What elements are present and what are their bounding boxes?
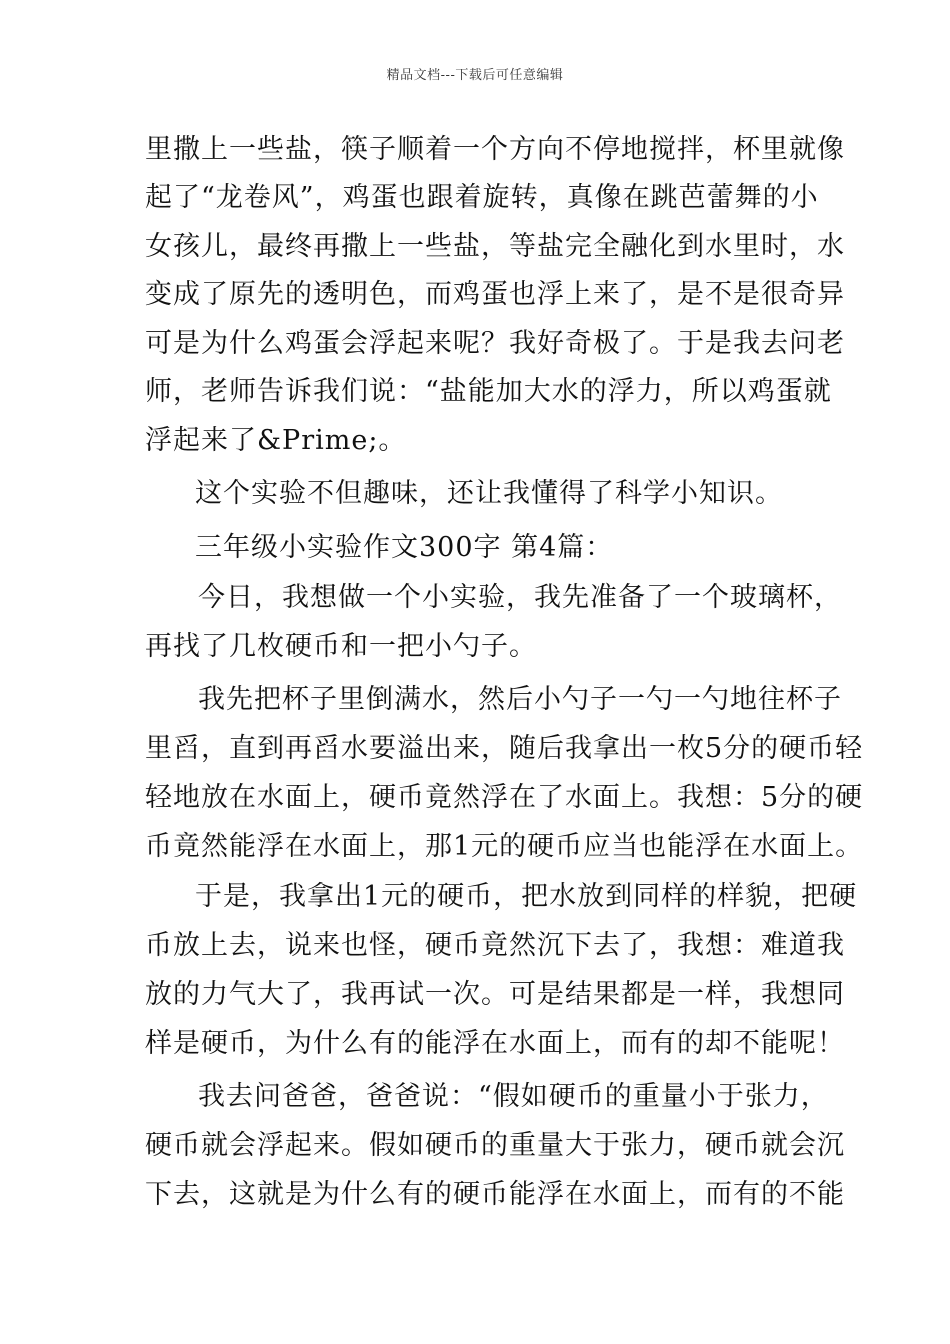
text-line: 起了“龙卷风”，鸡蛋也跟着旋转，真像在跳芭蕾舞的小: [145, 182, 819, 213]
text-line: 里撒上一些盐，筷子顺着一个方向不停地搅拌，杯里就像: [145, 134, 845, 165]
text-line: 可是为什么鸡蛋会浮起来呢？我好奇极了。于是我去问老: [145, 328, 845, 359]
section-heading: 三年级小实验作文300字 第4篇：: [195, 532, 614, 563]
paragraph-line: 我先把杯子里倒满水，然后小勺子一勺一勺地往杯子: [198, 684, 842, 715]
text-line: 币放上去，说来也怪，硬币竟然沉下去了，我想：难道我: [145, 930, 845, 961]
text-line: 下去，这就是为什么有的硬币能浮在水面上，而有的不能: [145, 1179, 845, 1210]
paragraph-line: 今日，我想做一个小实验，我先准备了一个玻璃杯，: [198, 582, 842, 613]
text-line: 样是硬币，为什么有的能浮在水面上，而有的却不能呢！: [145, 1028, 845, 1059]
text-line: 女孩儿，最终再撒上一些盐，等盐完全融化到水里时，水: [145, 231, 845, 262]
text-line: 师，老师告诉我们说：“盐能加大水的浮力，所以鸡蛋就: [145, 376, 832, 407]
text-line: 再找了几枚硬币和一把小勺子。: [145, 631, 537, 662]
text-line: 里舀，直到再舀水要溢出来，随后我拿出一枚5分的硬币轻: [145, 733, 864, 764]
page-header: 精品文档---下载后可任意编辑: [386, 68, 564, 83]
paragraph-line: 于是，我拿出1元的硬币，把水放到同样的样貌，把硬: [195, 881, 858, 912]
text-line: 变成了原先的透明色，而鸡蛋也浮上来了，是不是很奇异: [145, 279, 845, 310]
paragraph-line: 我去问爸爸，爸爸说：“假如硬币的重量小于张力，: [198, 1081, 829, 1112]
text-line: 硬币就会浮起来。假如硬币的重量大于张力，硬币就会沉: [145, 1130, 845, 1161]
paragraph-line: 这个实验不但趣味，还让我懂得了科学小知识。: [195, 478, 783, 509]
text-line: 浮起来了&Prime;。: [145, 425, 407, 456]
text-line: 轻地放在水面上，硬币竟然浮在了水面上。我想：5分的硬: [145, 782, 864, 813]
text-line: 放的力气大了，我再试一次。可是结果都是一样，我想同: [145, 979, 845, 1010]
text-line: 币竟然能浮在水面上，那1元的硬币应当也能浮在水面上。: [145, 831, 864, 862]
